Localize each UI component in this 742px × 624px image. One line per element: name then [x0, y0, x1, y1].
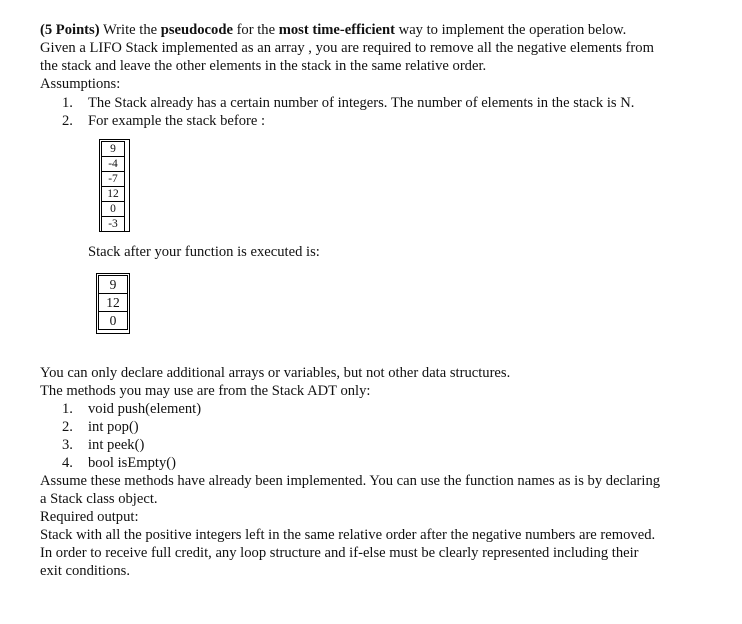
intro-text-c: way to implement the operation below.: [395, 22, 627, 38]
stack-before-cell: 12: [102, 187, 125, 202]
required-output-heading: Required output:: [40, 509, 139, 525]
stack-before-cell: 0: [102, 202, 125, 217]
method-push: void push(element): [88, 401, 202, 417]
stack-before-cell: -4: [102, 157, 125, 172]
method-pop: int pop(): [88, 419, 139, 435]
methods-heading: The methods you may use are from the Stack ADT only:: [40, 383, 371, 399]
stack-after-cell: 0: [99, 312, 128, 330]
assumption-text-2: For example the stack before :: [88, 113, 266, 129]
method-number-2: 2.: [62, 419, 73, 435]
stack-after-cell: 12: [99, 294, 128, 312]
declare-note: You can only declare additional arrays or variables, but not other data structures.: [40, 365, 511, 381]
required-line-1: Stack with all the positive integers left in the same relative order after the negative numbers are removed.: [40, 527, 656, 543]
stack-before-cell: -3: [102, 217, 125, 232]
required-line-3: exit conditions.: [40, 563, 130, 579]
question-line-3: the stack and leave the other elements in the stack in the same relative order.: [40, 58, 487, 74]
stack-before-cell: -7: [102, 172, 125, 187]
stack-before-cell: 9: [102, 142, 125, 157]
method-number-3: 3.: [62, 437, 73, 453]
assumption-text-1: The Stack already has a certain number of integers. The number of elements in the stack is N.: [88, 95, 635, 111]
stack-after-label: Stack after your function is executed is:: [88, 244, 320, 260]
question-line-2: Given a LIFO Stack implemented as an array , you are required to remove all the negative elements from: [40, 40, 654, 56]
intro-text-a: Write the: [99, 22, 161, 38]
method-number-4: 4.: [62, 455, 73, 471]
question-intro-line: [40, 21, 626, 39]
method-number-1: 1.: [62, 401, 73, 417]
stack-before: [101, 141, 125, 232]
assume-line-1: Assume these methods have already been implemented. You can use the function names as is by declaring: [40, 473, 661, 489]
assume-line-2: a Stack class object.: [40, 491, 158, 507]
intro-text-b: for the: [232, 22, 279, 38]
stack-after-cell: 9: [99, 276, 128, 294]
method-isempty: bool isEmpty(): [88, 455, 176, 471]
assumption-number-1: 1.: [62, 95, 73, 111]
method-peek: int peek(): [88, 437, 145, 453]
required-line-2: In order to receive full credit, any loop structure and if-else must be clearly represented including their: [40, 545, 639, 561]
assumptions-heading: Assumptions:: [40, 76, 121, 92]
stack-after: [98, 275, 128, 330]
assumption-number-2: 2.: [62, 113, 73, 129]
keyword-time-efficient: most time-efficient: [278, 22, 396, 38]
points-label: (5 Points): [40, 22, 100, 38]
keyword-pseudocode: pseudocode: [160, 22, 233, 38]
